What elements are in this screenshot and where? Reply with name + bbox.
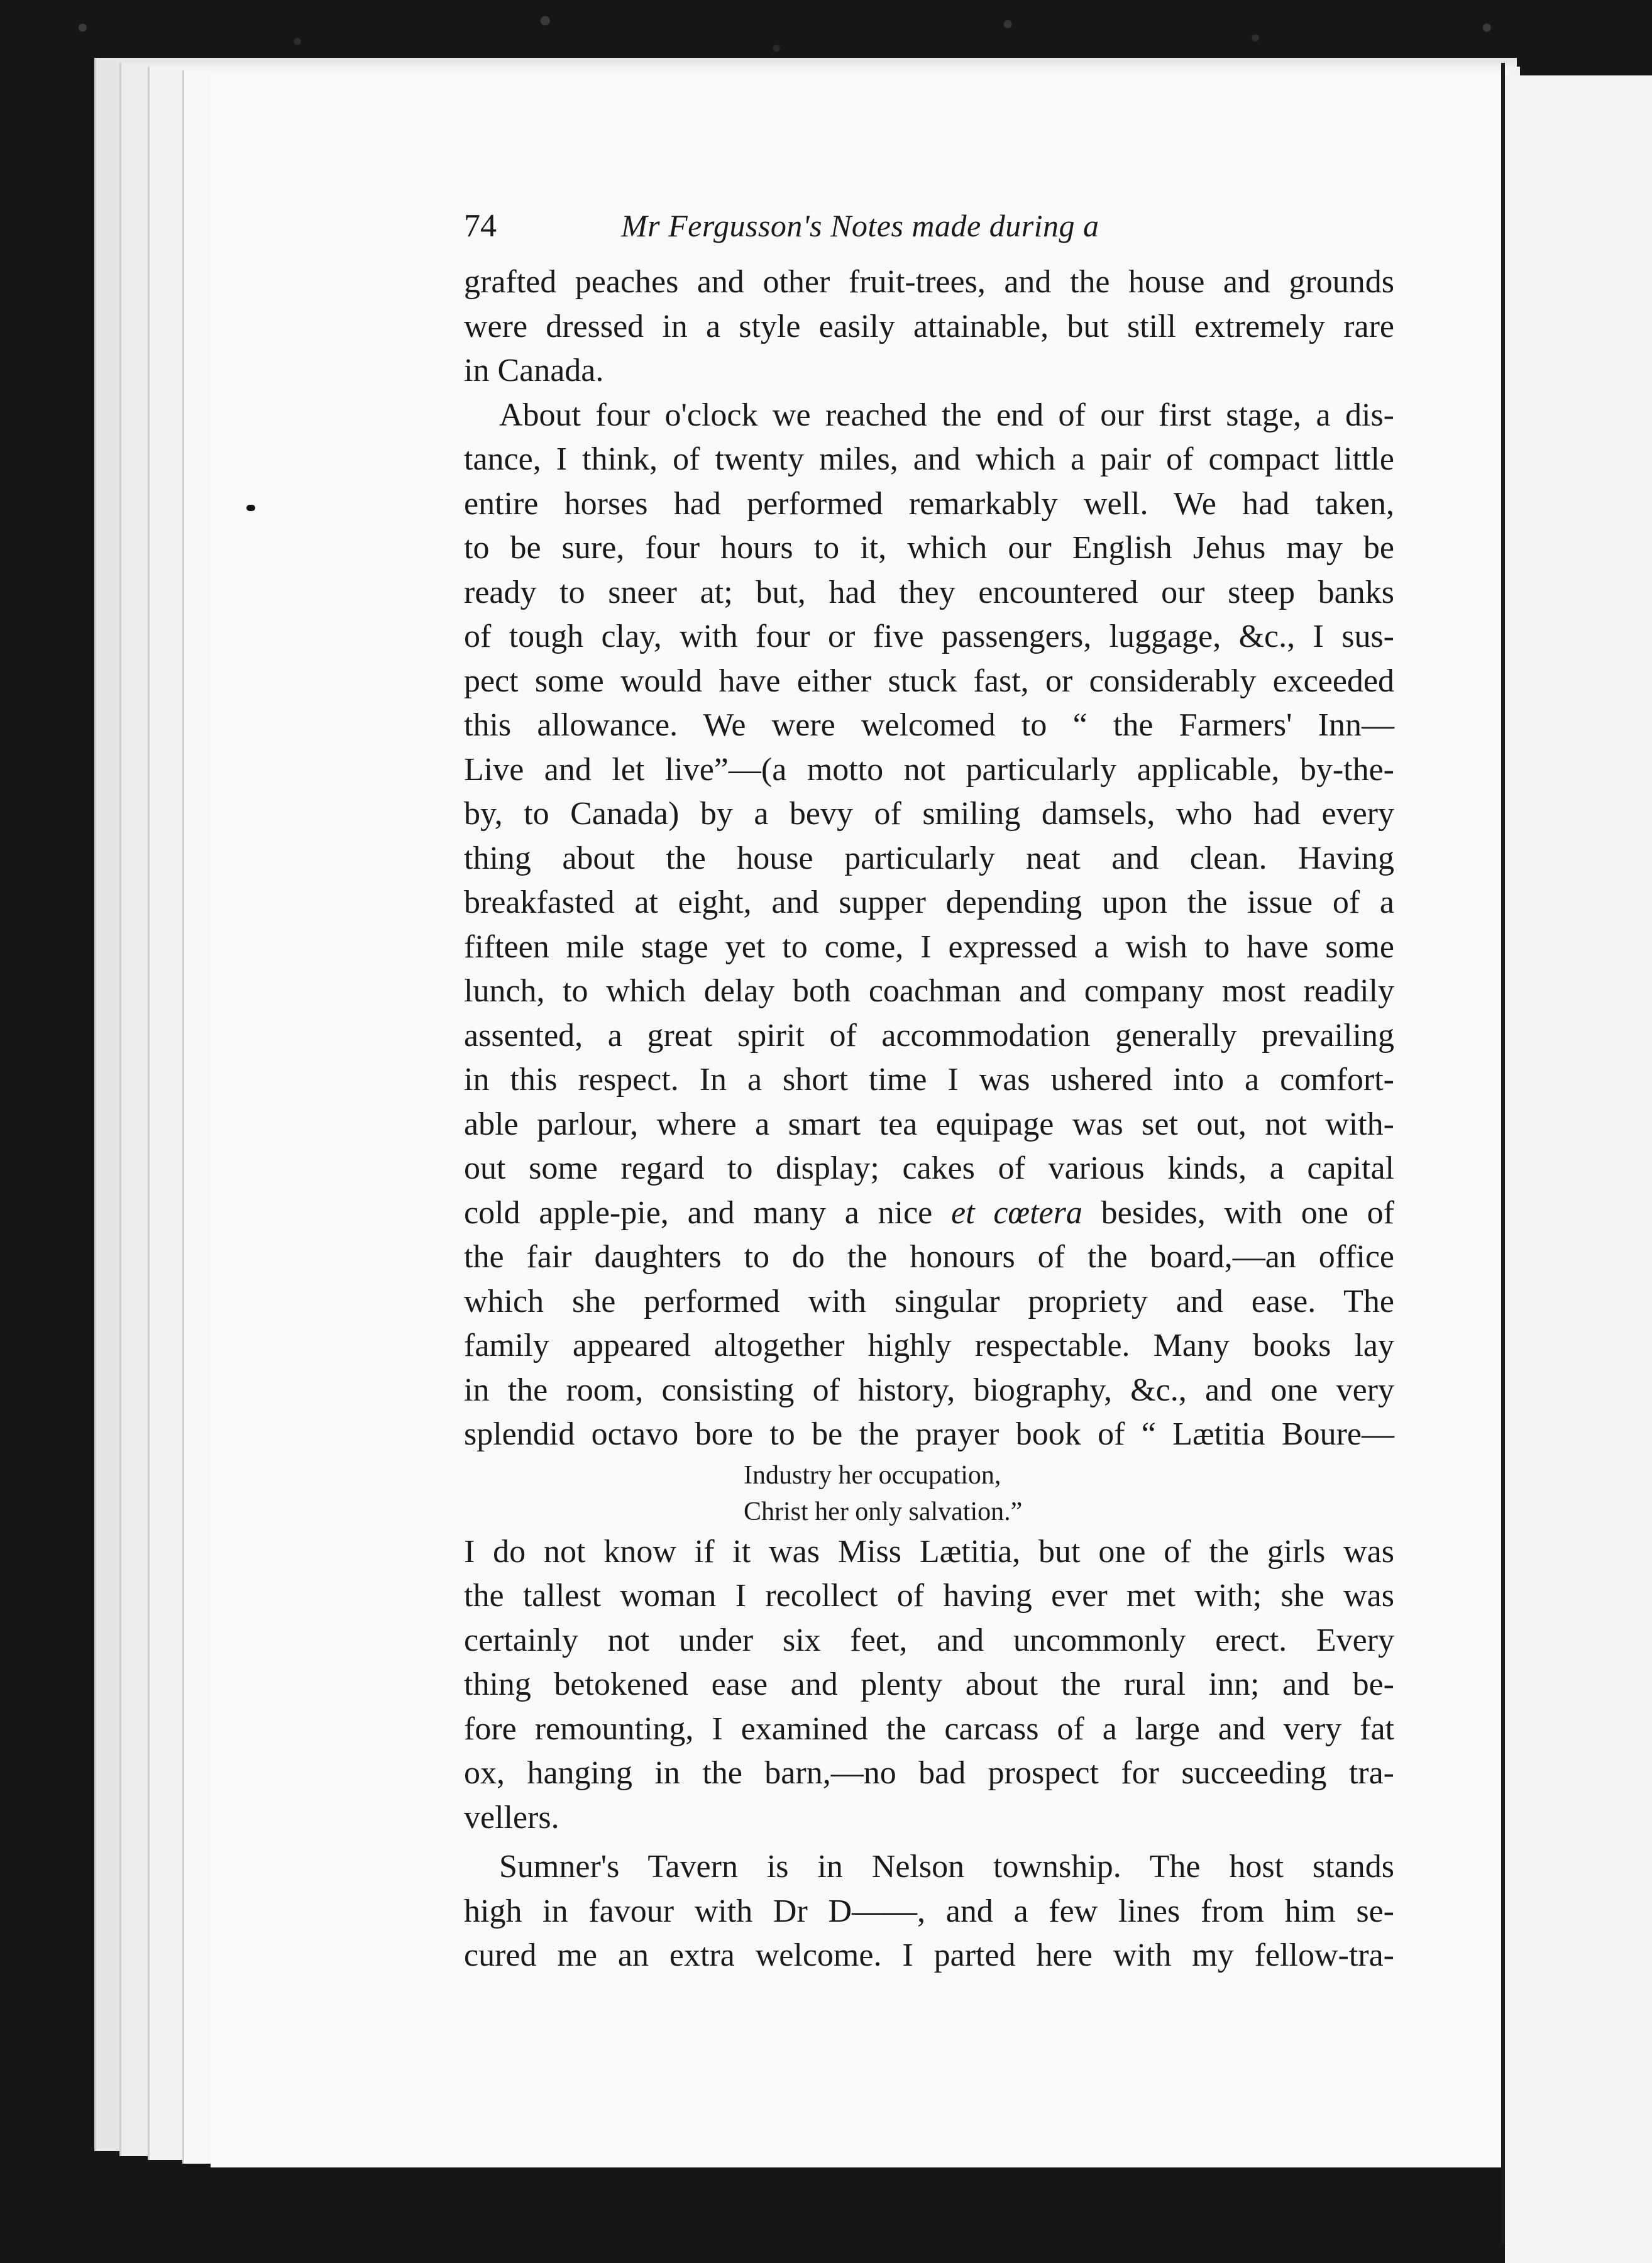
text-line: out some regard to display; cakes of various kinds, a capital — [464, 1150, 1394, 1186]
text-line: splendid octavo bore to be the prayer book of “ Lætitia Boure— — [464, 1416, 1394, 1452]
text-line: thing betokened ease and plenty about the rural inn; and be- — [464, 1666, 1394, 1702]
text-line: family appeared altogether highly respectable. Many books lay — [464, 1328, 1394, 1363]
text-line: which she performed with singular propriety and ease. The — [464, 1283, 1394, 1319]
text-line: high in favour with Dr D——, and a few lines from him se- — [464, 1893, 1394, 1929]
facing-page-edge — [1505, 75, 1652, 2263]
text-line: ready to sneer at; but, had they encountered our steep banks — [464, 574, 1394, 610]
text-run: besides, with one of — [1082, 1194, 1394, 1231]
text-line: cured me an extra welcome. I parted here with my fellow-tra- — [464, 1937, 1394, 1973]
paragraph-1 — [464, 260, 1394, 394]
running-head — [464, 207, 1394, 258]
page-number: 74 — [464, 208, 497, 244]
text-line: Live and let live”—(a motto not particularly applicable, by-the- — [464, 751, 1394, 788]
text-line: certainly not under six feet, and uncommonly erect. Every — [464, 1622, 1394, 1658]
text-line: fore remounting, I examined the carcass of a large and very fat — [464, 1710, 1394, 1747]
text-line: in Canada. — [464, 353, 604, 388]
paragraph-4 — [464, 1845, 1394, 1978]
paragraph-3 — [464, 1530, 1394, 1841]
text-line: entire horses had performed remarkably well. We had taken, — [464, 485, 1394, 522]
text-line: this allowance. We were welcomed to “ the Farmers' Inn— — [464, 707, 1394, 743]
verse-quote — [464, 1457, 1394, 1530]
text-run: cold apple-pie, and many a nice — [464, 1194, 952, 1231]
text-line: tance, I think, of twenty miles, and which a pair of compact little — [464, 441, 1394, 477]
paragraph-2 — [464, 394, 1394, 1457]
text-line: pect some would have either stuck fast, or considerably exceeded — [464, 663, 1394, 699]
text-line: the tallest woman I recollect of having ever met with; she was — [464, 1578, 1394, 1614]
text-line: in this respect. In a short time I was ushered into a comfort- — [464, 1062, 1394, 1098]
text-line: grafted peaches and other fruit-trees, and the house and grounds — [464, 264, 1394, 300]
text-line: thing about the house particularly neat and clean. Having — [464, 840, 1394, 876]
page-content — [464, 207, 1394, 1978]
running-title: Mr Fergusson's Notes made during a — [621, 208, 1099, 243]
text-line: the fair daughters to do the honours of the board,—an office — [464, 1239, 1394, 1275]
text-line: were dressed in a style easily attainable, but still extremely rare — [464, 308, 1394, 344]
text-line: lunch, to which delay both coachman and company most readily — [464, 973, 1394, 1009]
text-line: by, to Canada) by a bevy of smiling damsels, who had every — [464, 796, 1394, 832]
verse-line: Industry her occupation, — [744, 1460, 1001, 1490]
text-line: in the room, consisting of history, biography, &c., and one very — [464, 1372, 1394, 1408]
text-line: breakfasted at eight, and supper depending upon the issue of a — [464, 884, 1394, 920]
text-line: fifteen mile stage yet to come, I expressed a wish to have some — [464, 928, 1394, 965]
text-line-with-italic — [464, 1191, 1394, 1236]
text-line: assented, a great spirit of accommodation generally prevailing — [464, 1017, 1394, 1054]
ink-speck — [246, 505, 255, 511]
text-line: able parlour, where a smart tea equipage was set out, not with- — [464, 1106, 1394, 1142]
text-line: of tough clay, with four or five passengers, luggage, &c., I sus- — [464, 619, 1394, 654]
text-line: vellers. — [464, 1799, 559, 1836]
italic-phrase: et cœtera — [951, 1194, 1082, 1231]
text-line: I do not know if it was Miss Lætitia, but one of the girls was — [464, 1533, 1394, 1570]
text-line: to be sure, four hours to it, which our English Jehus may be — [464, 530, 1394, 566]
text-line: About four o'clock we reached the end of our first stage, a dis- — [499, 397, 1394, 433]
text-line: Sumner's Tavern is in Nelson township. The host stands — [499, 1849, 1394, 1885]
verse-line: Christ her only salvation.” — [744, 1497, 1023, 1526]
text-line: ox, hanging in the barn,—no bad prospect for succeeding tra- — [464, 1755, 1394, 1791]
